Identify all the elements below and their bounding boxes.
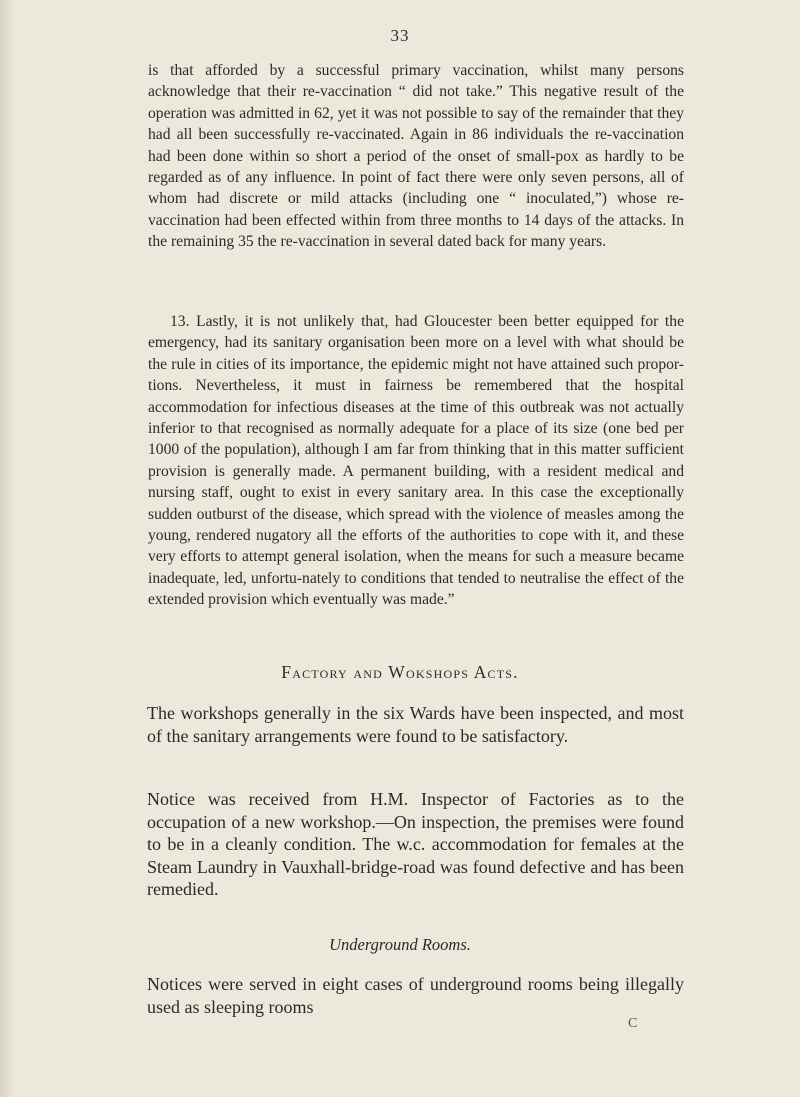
paragraph-text: 13. Lastly, it is not unlikely that, had Gloucester been better equipped for the emergency, had its sanitary organisation been more on a level with what should be the rule in cities of its importance, the epidemic might not have attained such propor-tions. Nevertheless, it must in fairness be remembered that the hospital accommodation for infectious diseases at the time of this outbreak was not actually inferior to that recognised as normally adequate for a place of its size (one bed per 1000 of the population), although I am far from thinking that in this matter sufficient provision is generally made. A permanent building, with a resident medical and nursing staff, ought to exist in every sanitary area. In this case the exceptionally sudden outburst of the disease, which spread with the violence of measles among the young, rendered nugatory all the efforts of the authorities to cope with it, and these very efforts to attempt general isolation, when the means for such a measure became inadequate, led, unfortu-nately to conditions that tended to neutralise the effect of the extended provision which eventually was made.” — [148, 313, 684, 609]
paragraph-gloucester — [148, 311, 684, 611]
paragraph-text: is that afforded by a successful primary vaccination, whilst many persons acknowledge that their re-vaccination “ did not take.” This negative result of the operation was admitted in 62, yet it was not possible to say of the remainder that they had all been successfully re-vaccinated. Again in 86 individuals the re-vaccination had been done within so short a period of the onset of small-pox as hardly to be regarded as of any influence. In point of fact there were only seven persons, all of whom had discrete or mild attacks (including one “ inoculated,”) whose re-vaccination had been effected within from three months to 14 days of the attacks. In the remaining 35 the re-vaccination in several dated back for many years. — [148, 62, 684, 251]
page-binding-edge — [0, 0, 14, 1097]
catchword: C — [628, 1016, 638, 1031]
section-heading-underground-rooms: Underground Rooms. — [329, 935, 471, 954]
section-heading-factory-acts: Factory and Wokshops Acts. — [281, 662, 519, 682]
paragraph-underground — [147, 973, 684, 1018]
paragraph-text: Notices were served in eight cases of underground rooms being illegally used as sleeping rooms — [147, 974, 684, 1017]
paragraph-vaccination — [148, 60, 684, 253]
page-number: 33 — [390, 26, 410, 45]
paragraph-text: Notice was received from H.M. Inspector of Factories as to the occupation of a new workshop.—On inspection, the premises were found to be in a cleanly condition. The w.c. accommodation for females at the Steam Laundry in Vauxhall-bridge-road was found defective and has been remedied. — [147, 789, 684, 899]
paragraph-workshops — [147, 702, 684, 747]
paragraph-notice — [147, 788, 684, 901]
paragraph-text: The workshops generally in the six Wards have been inspected, and most of the sanitary arrangements were found to be satisfactory. — [147, 703, 684, 746]
